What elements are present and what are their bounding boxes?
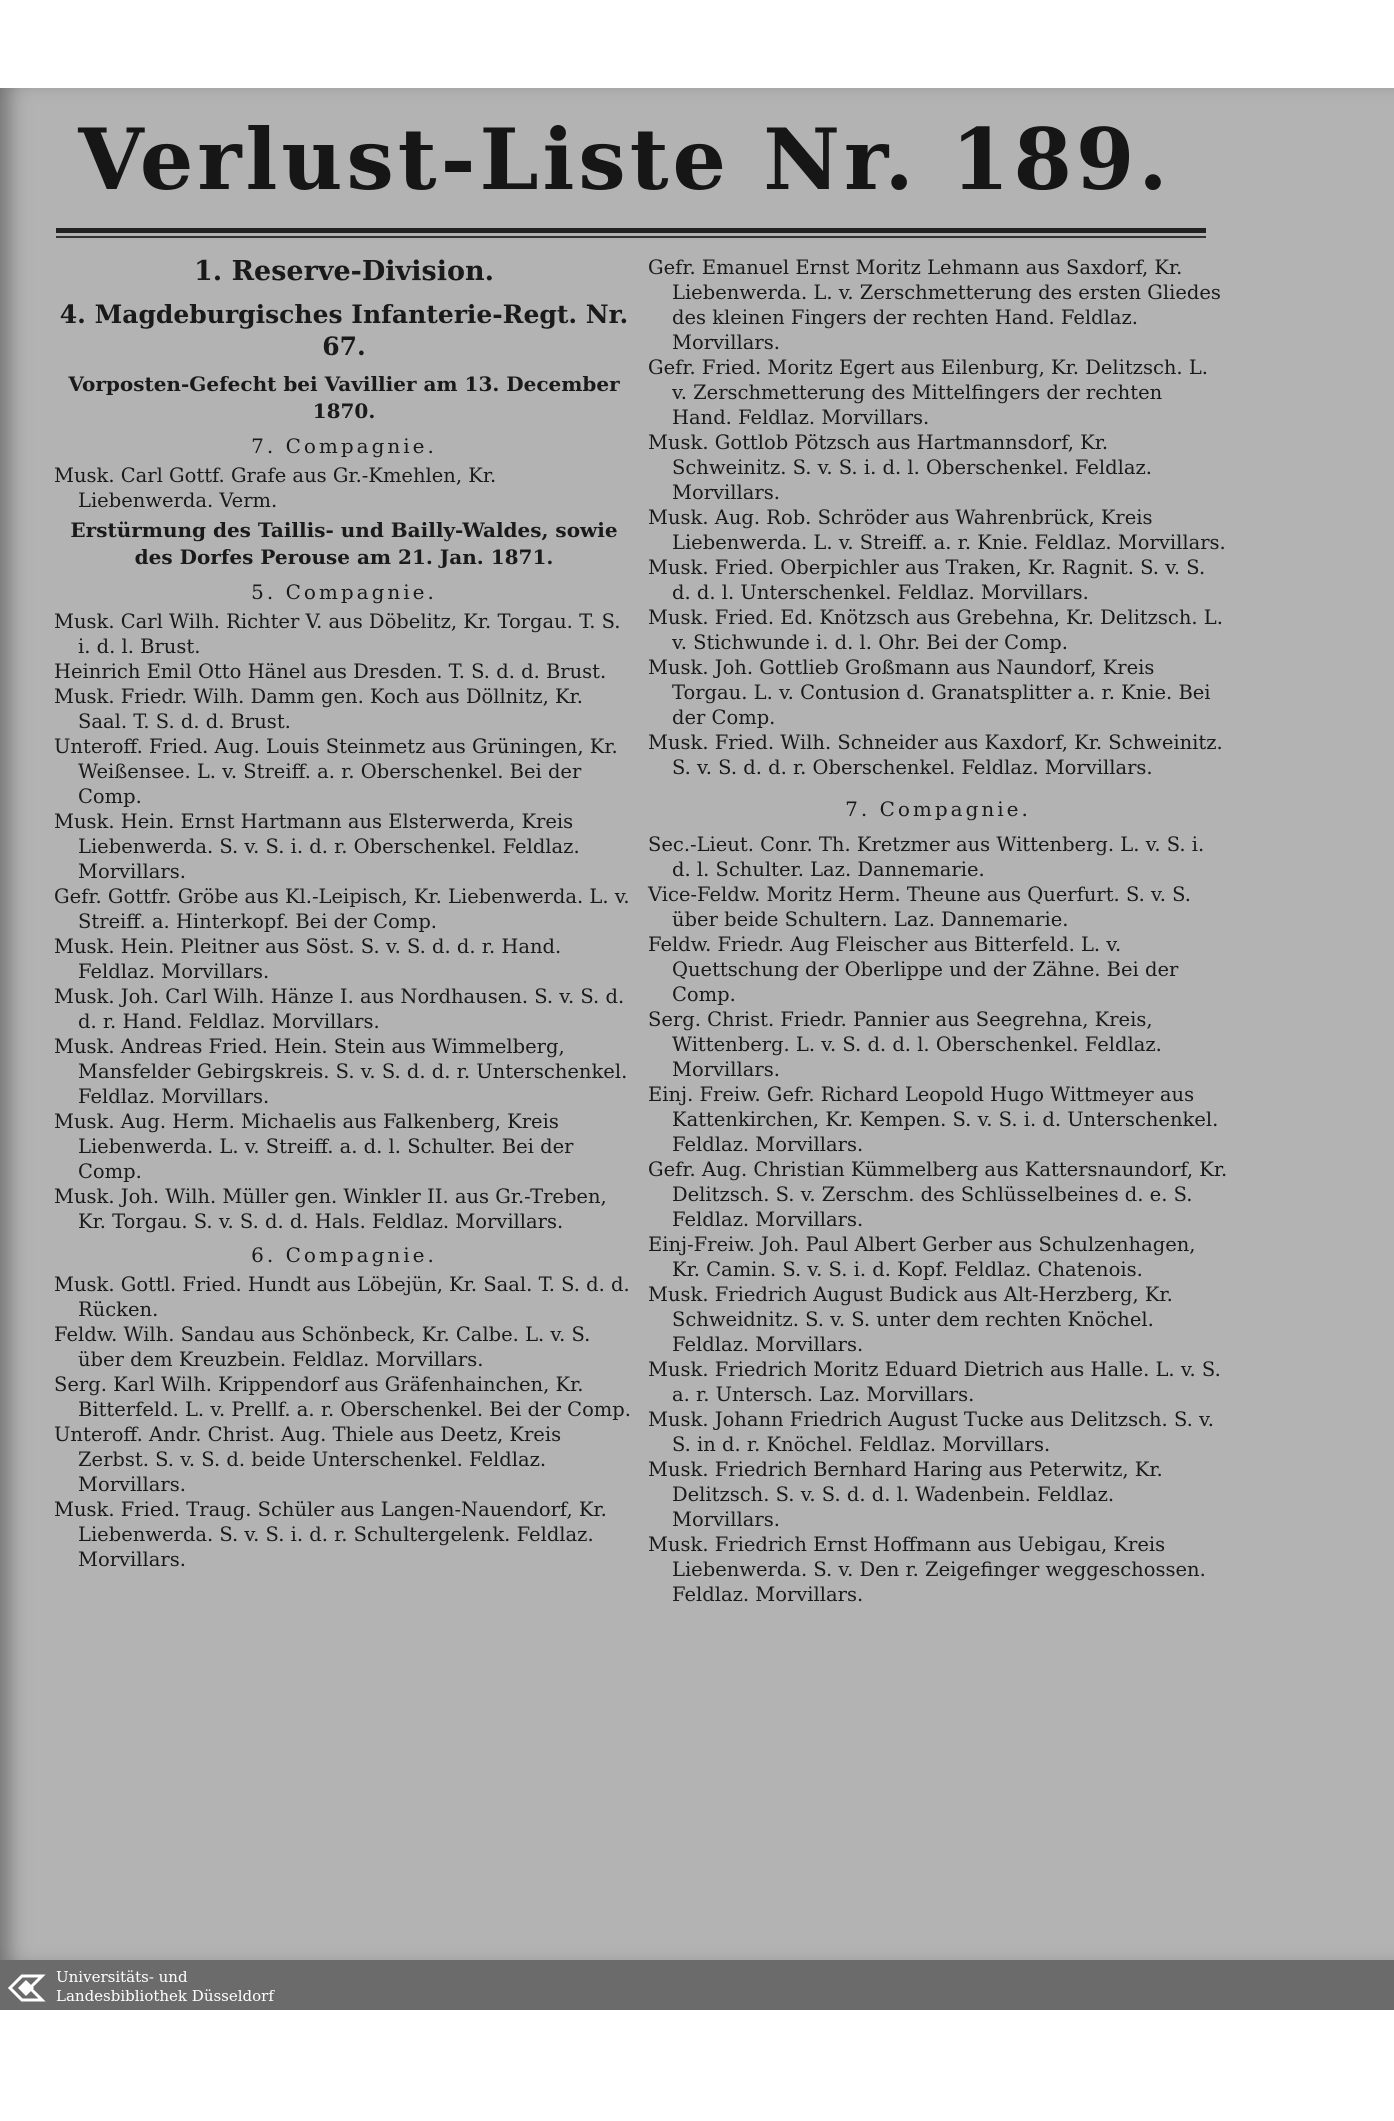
casualty-entry: Musk. Fried. Oberpichler aus Traken, Kr. Ragnit. S. v. S. d. d. l. Unterschenkel. Feldlaz. Morvillars. [648,556,1206,604]
title-rule-thin [56,236,1206,238]
casualty-entry: Musk. Friedrich Ernst Hoffmann aus Uebigau, Kreis Liebenwerda. S. v. Den r. Zeigefinger weggeschossen. Feldlaz. Morvillars. [648,1533,1206,1606]
casualty-entry: Serg. Karl Wilh. Krippendorf aus Gräfenhainchen, Kr. Bitterfeld. L. v. Prellf. a. r. Oberschenkel. Bei der Comp. [54,1373,631,1421]
casualty-entry: Vice-Feldw. Moritz Herm. Theune aus Querfurt. S. v. S. über beide Schultern. Laz. Dannemarie. [648,883,1191,931]
casualty-entry: Musk. Gottlob Pötzsch aus Hartmannsdorf, Kr. Schweinitz. S. v. S. i. d. l. Oberschenkel. Feldlaz. Morvillars. [648,431,1152,504]
casualty-entry: Musk. Joh. Carl Wilh. Hänze I. aus Nordhausen. S. v. S. d. d. r. Hand. Feldlaz. Morvillars. [54,985,625,1033]
library-credit[interactable] [56,1968,274,2006]
casualty-entry: Musk. Friedrich Moritz Eduard Dietrich aus Halle. L. v. S. a. r. Untersch. Laz. Morvillars. [648,1358,1221,1406]
casualty-entry: Unteroff. Andr. Christ. Aug. Thiele aus Deetz, Kreis Zerbst. S. v. S. d. beide Unterschenkel. Feldlaz. Morvillars. [54,1423,562,1496]
casualty-entry: Musk. Hein. Ernst Hartmann aus Elsterwerda, Kreis Liebenwerda. S. v. S. i. d. r. Oberschenkel. Feldlaz. Morvillars. [54,810,580,883]
casualty-entry: Gefr. Emanuel Ernst Moritz Lehmann aus Saxdorf, Kr. Liebenwerda. L. v. Zerschmetterung des ersten Gliedes des kleinen Fingers der rechten Hand. Feldlaz. Morvillars. [648,256,1221,354]
casualty-entry: Heinrich Emil Otto Hänel aus Dresden. T. S. d. d. Brust. [54,660,607,683]
casualty-entry: Musk. Friedrich Bernhard Haring aus Peterwitz, Kr. Delitzsch. S. v. S. d. d. l. Wadenbein. Feldlaz. Morvillars. [648,1458,1163,1531]
battle-heading: Erstürmung des Taillis- und Bailly-Waldes, sowie des Dorfes Perouse am 21. Jan. 1871. [70,518,618,569]
casualty-entry: Musk. Fried. Wilh. Schneider aus Kaxdorf, Kr. Schweinitz. S. v. S. d. d. r. Oberschenkel. Feldlaz. Morvillars. [648,731,1223,779]
casualty-entry: Feldw. Wilh. Sandau aus Schönbeck, Kr. Calbe. L. v. S. über dem Kreuzbein. Feldlaz. Morvillars. [54,1323,591,1371]
casualty-entry: Einj. Freiw. Gefr. Richard Leopold Hugo Wittmeyer aus Kattenkirchen, Kr. Kempen. S. v. S. i. d. Unterschenkel. Feldlaz. Morvillars. [648,1083,1219,1156]
casualty-entry: Musk. Johann Friedrich August Tucke aus Delitzsch. S. v. S. in d. r. Knöchel. Feldlaz. Morvillars. [648,1408,1214,1456]
casualty-entry: Musk. Fried. Traug. Schüler aus Langen-Nauendorf, Kr. Liebenwerda. S. v. S. i. d. r. Schultergelenk. Feldlaz. Morvillars. [54,1498,607,1571]
casualty-entry: Sec.-Lieut. Conr. Th. Kretzmer aus Wittenberg. L. v. S. i. d. l. Schulter. Laz. Dannemarie. [648,833,1205,881]
library-credit-line1: Universitäts- und [56,1968,188,1986]
casualty-entry: Musk. Carl Wilh. Richter V. aus Döbelitz, Kr. Torgau. T. S. i. d. l. Brust. [54,610,621,658]
casualty-entry: Serg. Christ. Friedr. Pannier aus Seegrehna, Kreis, Wittenberg. L. v. S. d. d. l. Oberschenkel. Feldlaz. Morvillars. [648,1008,1162,1081]
casualty-entry: Musk. Hein. Pleitner aus Söst. S. v. S. d. d. r. Hand. Feldlaz. Morvillars. [54,935,562,983]
library-logo-icon [6,1970,46,2006]
casualty-entry: Gefr. Aug. Christian Kümmelberg aus Kattersnaundorf, Kr. Delitzsch. S. v. Zerschm. des Schlüsselbeines d. e. S. Feldlaz. Morvillars. [648,1158,1228,1231]
casualty-entry: Musk. Fried. Ed. Knötzsch aus Grebehna, Kr. Delitzsch. L. v. Stichwunde i. d. l. Ohr. Bei der Comp. [648,606,1223,654]
casualty-entry: Musk. Aug. Rob. Schröder aus Wahrenbrück, Kreis Liebenwerda. L. v. Streiff. a. r. Knie. Feldlaz. Morvillars. [648,506,1226,554]
right-column [648,255,1228,1607]
casualty-entry: Musk. Gottl. Fried. Hundt aus Löbejün, Kr. Saal. T. S. d. d. Rücken. [54,1273,630,1321]
battle-heading: Vorposten-Gefecht bei Vavillier am 13. December 1870. [68,372,620,423]
casualty-entry: Einj-Freiw. Joh. Paul Albert Gerber aus Schulzenhagen, Kr. Camin. S. v. S. i. d. Kopf. Feldlaz. Chatenois. [648,1233,1196,1281]
regiment-heading: 4. Magdeburgisches Infanterie-Regt. Nr. 67. [59,300,629,361]
division-heading: 1. Reserve-Division. [194,256,494,287]
casualty-entry: Musk. Aug. Herm. Michaelis aus Falkenberg, Kreis Liebenwerda. L. v. Streiff. a. d. l. Schulter. Bei der Comp. [54,1110,574,1183]
library-credit-line2: Landesbibliothek Düsseldorf [56,1987,274,2005]
casualty-entry: Musk. Friedrich August Budick aus Alt-Herzberg, Kr. Schweidnitz. S. v. S. unter dem rechten Knöchel. Feldlaz. Morvillars. [648,1283,1173,1356]
casualty-entry: Unteroff. Fried. Aug. Louis Steinmetz aus Grüningen, Kr. Weißensee. L. v. Streiff. a. r. Oberschenkel. Bei der Comp. [54,735,618,808]
left-column [54,255,634,1572]
casualty-entry: Musk. Carl Gottf. Grafe aus Gr.-Kmehlen, Kr. Liebenwerda. Verm. [54,464,497,512]
company-heading: 7. Compagnie. [845,797,1031,821]
page-title: Verlust-Liste Nr. 189. [78,110,1172,209]
casualty-entry: Musk. Joh. Wilh. Müller gen. Winkler II. aus Gr.-Treben, Kr. Torgau. S. v. S. d. d. Hals. Feldlaz. Morvillars. [54,1185,607,1233]
casualty-entry: Gefr. Gottfr. Gröbe aus Kl.-Leipisch, Kr. Liebenwerda. L. v. Streiff. a. Hinterkopf. Bei der Comp. [54,885,630,933]
company-heading: 7. Compagnie. [251,434,437,458]
title-rule-thick [56,228,1206,233]
casualty-entry: Musk. Andreas Fried. Hein. Stein aus Wimmelberg, Mansfelder Gebirgskreis. S. v. S. d. d. r. Unterschenkel. Feldlaz. Morvillars. [54,1035,628,1108]
casualty-entry: Musk. Friedr. Wilh. Damm gen. Koch aus Döllnitz, Kr. Saal. T. S. d. d. Brust. [54,685,583,733]
company-heading: 5. Compagnie. [251,580,437,604]
casualty-entry: Feldw. Friedr. Aug Fleischer aus Bitterfeld. L. v. Quettschung der Oberlippe und der Zähne. Bei der Comp. [648,933,1179,1006]
casualty-entry: Gefr. Fried. Moritz Egert aus Eilenburg, Kr. Delitzsch. L. v. Zerschmetterung des Mittelfingers der rechten Hand. Feldlaz. Morvillars. [648,356,1208,429]
company-heading: 6. Compagnie. [251,1243,437,1267]
casualty-entry: Musk. Joh. Gottlieb Großmann aus Naundorf, Kreis Torgau. L. v. Contusion d. Granatsplitter a. r. Knie. Bei der Comp. [648,656,1211,729]
